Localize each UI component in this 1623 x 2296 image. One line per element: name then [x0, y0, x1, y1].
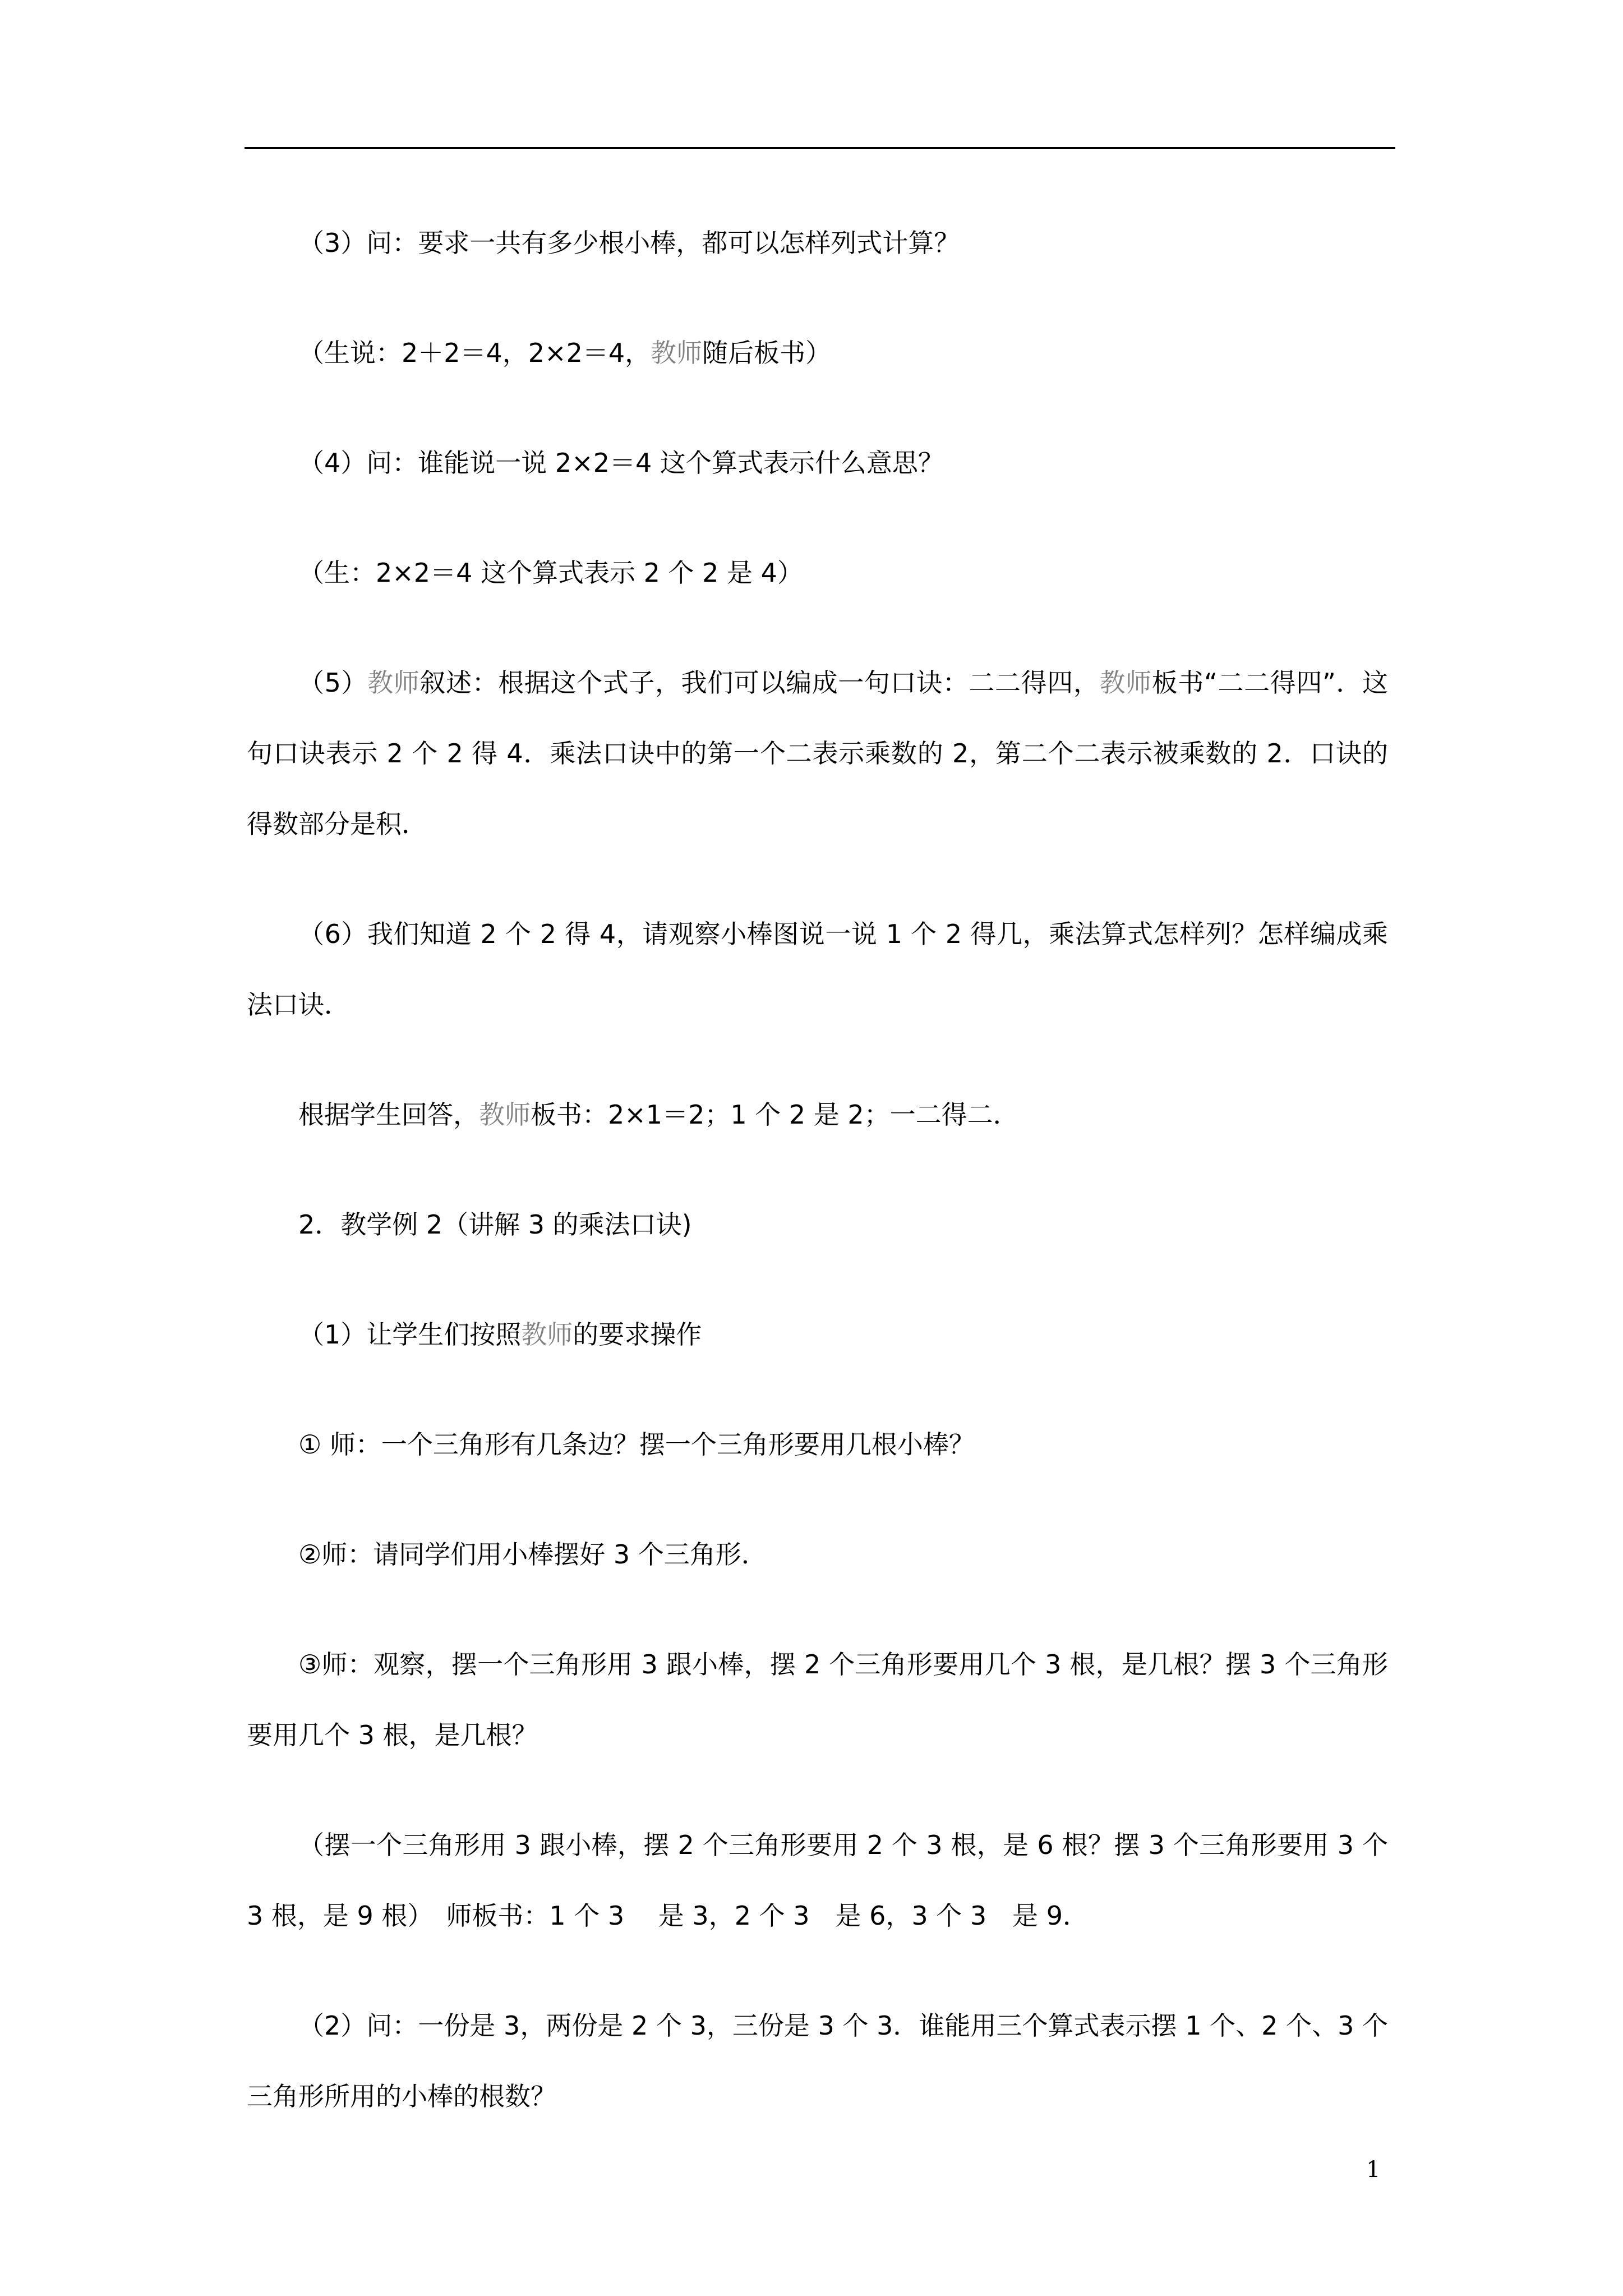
paragraph: （生说：2＋2＝4，2×2＝4，教师随后板书）: [298, 338, 832, 368]
paragraph: ②师：请同学们用小棒摆好 3 个三角形．: [298, 1539, 767, 1570]
paragraph: ① 师：一个三角形有几条边？摆一个三角形要用几根小棒？: [298, 1429, 975, 1460]
paragraph: （生：2×2＝4 这个算式表示 2 个 2 是 4）: [298, 558, 803, 588]
page-number: 1: [1366, 2157, 1381, 2183]
paragraph: 根据学生回答，教师板书：2×1＝2；1 个 2 是 2；一二得二．: [298, 1099, 1019, 1130]
paragraph: （5）教师叙述：根据这个式子，我们可以编成一句口诀：二二得四，教师板书“二二得四”．这句口诀表示 2 个 2 得 4．乘法口诀中的第一个二表示乘数的 2，第二个二表示被乘数的 2．口诀的得数部分是积．: [247, 668, 1389, 839]
document-body: [247, 208, 1396, 2171]
paragraph: ③师：观察，摆一个三角形用 3 跟小棒，摆 2 个三角形要用几个 3 根，是几根？摆 3 个三角形要用几个 3 根，是几根？: [247, 1649, 1388, 1750]
paragraph: （6）我们知道 2 个 2 得 4，请观察小棒图说一说 1 个 2 得几，乘法算式怎样列？怎样编成乘法口诀．: [247, 919, 1388, 1020]
paragraph: （摆一个三角形用 3 跟小棒，摆 2 个三角形要用 2 个 3 根，是 6 根？摆 3 个三角形要用 3 个 3 根，是 9 根） 师板书：1 个 3 是 3，2 个 3 是 6，3 个 3 是 9．: [247, 1830, 1396, 1931]
paragraph: （4）问：谁能说一说 2×2＝4 这个算式表示什么意思？: [298, 448, 944, 478]
header-rule: [245, 147, 1395, 149]
paragraph: （1）让学生们按照教师的要求操作: [298, 1319, 702, 1350]
section-heading: 2．教学例 2（讲解 3 的乘法口诀): [298, 1209, 692, 1240]
paragraph: （3）问：要求一共有多少根小棒，都可以怎样列式计算？: [298, 228, 960, 258]
paragraph: （2）问：一份是 3，两份是 2 个 3，三份是 3 个 3．谁能用三个算式表示摆 1 个、2 个、3 个三角形所用的小棒的根数？: [247, 2010, 1388, 2111]
